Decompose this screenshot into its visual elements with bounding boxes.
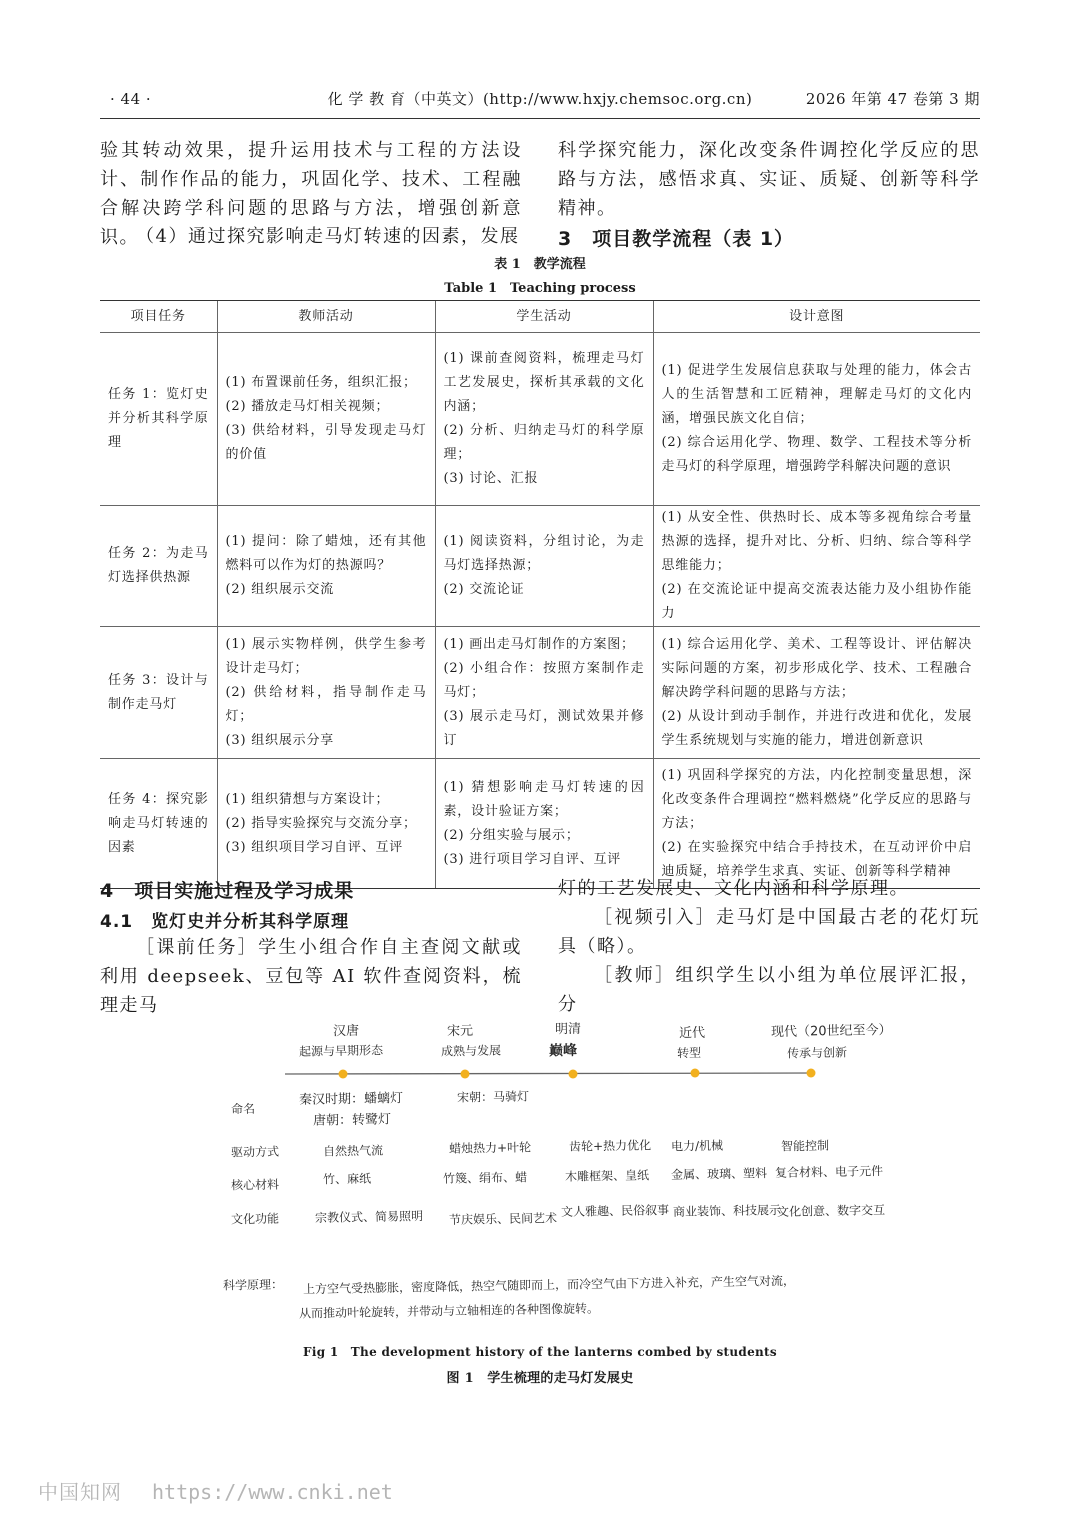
era-name: 明清 bbox=[554, 1021, 582, 1038]
table-row bbox=[100, 333, 980, 506]
drive-cell: 齿轮+热力优化 bbox=[568, 1138, 652, 1154]
teacher-cell: (1) 组织猜想与方案设计； (2) 指导实验探究与交流分享； (3) 组织项目学习自评、互评 bbox=[217, 759, 435, 889]
lantern-history-figure bbox=[215, 1010, 892, 1330]
table-caption-cn: 表 1 教学流程 bbox=[494, 257, 586, 272]
drive-cell: 智能控制 bbox=[780, 1138, 830, 1154]
issue-info: 2026 年第 47 卷第 3 期 bbox=[805, 90, 980, 108]
era-desc: 巅峰 bbox=[548, 1042, 578, 1060]
subsection-4-1-title: 4.1 览灯史并分析其科学原理 bbox=[100, 912, 350, 932]
header-student: 学生活动 bbox=[435, 301, 653, 333]
era-desc: 成熟与发展 bbox=[440, 1043, 502, 1059]
timeline-dot bbox=[339, 1070, 348, 1079]
task-cell: 任务 4：探究影响走马灯转速的因素 bbox=[100, 759, 217, 889]
teacher-cell: (1) 提问：除了蜡烛，还有其他燃料可以作为灯的热源吗？ (2) 组织展示交流 bbox=[217, 506, 435, 627]
material-cell: 木雕框架、皇纸 bbox=[564, 1168, 650, 1184]
page-number: · 44 · bbox=[110, 90, 152, 108]
header-rule bbox=[100, 118, 980, 119]
student-cell: (1) 课前查阅资料，梳理走马灯工艺发展史，探析其承载的文化内涵； (2) 分析、归纳走马灯的科学原理； (3) 讨论、汇报 bbox=[435, 333, 653, 506]
era-desc: 传承与创新 bbox=[786, 1045, 848, 1061]
figure-caption-en: Fig 1 The development history of the lanterns combed by students bbox=[303, 1345, 777, 1359]
table-header-row bbox=[100, 301, 980, 333]
era-name: 近代 bbox=[678, 1025, 706, 1042]
principle-line: 上方空气受热膨胀，密度降低，热空气随即而上，而冷空气由下方进入补充，产生空气对流， bbox=[302, 1273, 796, 1297]
student-cell: (1) 阅读资料，分组讨论，为走马灯选择热源； (2) 交流论证 bbox=[435, 506, 653, 627]
left-item4-paragraph: （4）通过探究影响走马灯转速的因素，发展 bbox=[136, 226, 520, 247]
table-caption-en: Table 1 Teaching process bbox=[444, 281, 636, 296]
era-name: 宋元 bbox=[446, 1023, 474, 1040]
cnki-watermark bbox=[38, 1476, 393, 1505]
table-row bbox=[100, 627, 980, 759]
header-teacher: 教师活动 bbox=[217, 301, 435, 333]
video-intro-paragraph: ［视频引入］走马灯是中国最古老的花灯玩具（略）。 bbox=[558, 907, 980, 957]
table-row bbox=[100, 506, 980, 627]
intent-cell: (1) 巩固科学探究的方法，内化控制变量思想，深化改变条件合理调控“燃料燃烧”化学反应的思路与方法； (2) 在实验探究中结合手持技术，在互动评价中启迪质疑，培养学生求真、实证、创新等科学精神 bbox=[653, 759, 980, 889]
teaching-process-table bbox=[100, 300, 980, 889]
culture-cell: 商业装饰、科技展示 bbox=[672, 1203, 782, 1219]
naming-cell: 秦汉时期：蟠螭灯 bbox=[298, 1091, 404, 1108]
culture-cell: 文化创意、数字交互 bbox=[776, 1203, 886, 1219]
principle-label: 科学原理： bbox=[222, 1277, 284, 1293]
student-cell: (1) 猜想影响走马灯转速的因素，设计验证方案； (2) 分组实验与展示； (3) 进行项目学习自评、互评 bbox=[435, 759, 653, 889]
section-3-title: 3 项目教学流程（表 1） bbox=[558, 228, 795, 250]
timeline-axis bbox=[285, 1073, 815, 1074]
material-cell: 竹、麻纸 bbox=[322, 1171, 372, 1187]
drive-cell: 电力/机械 bbox=[670, 1138, 724, 1154]
material-cell: 金属、玻璃、塑料 bbox=[670, 1166, 768, 1182]
right-top-paragraph: 科学探究能力，深化改变条件调控化学反应的思路与方法，感悟求真、实证、质疑、创新等科学精神。 bbox=[558, 140, 980, 219]
row-label-material: 核心材料 bbox=[230, 1177, 280, 1193]
figure-caption-cn: 图 1 学生梳理的走马灯发展史 bbox=[446, 1371, 634, 1386]
era-desc: 起源与早期形态 bbox=[298, 1043, 384, 1059]
culture-cell: 节庆娱乐、民间艺术 bbox=[448, 1211, 558, 1227]
timeline-dot bbox=[691, 1069, 700, 1078]
header-task: 项目任务 bbox=[100, 301, 217, 333]
journal-title: 化 学 教 育（中英文）(http://www.hxjy.chemsoc.org.cn) bbox=[327, 90, 753, 108]
intent-cell: (1) 综合运用化学、美术、工程等设计、评估解决实际问题的方案，初步形成化学、技术、工程融合解决跨学科问题的思路与方法； (2) 从设计到动手制作，并进行改进和优化，发展学生系统规划与实施的能力，增进创新意识 bbox=[653, 627, 980, 759]
culture-cell: 文人雅趣、民俗叙事 bbox=[560, 1203, 670, 1219]
task-cell: 任务 1：览灯史并分析其科学原理 bbox=[100, 333, 217, 506]
timeline-dot bbox=[807, 1069, 816, 1078]
running-header bbox=[100, 88, 980, 112]
era-name: 现代（20世纪至今） bbox=[770, 1022, 892, 1041]
teacher-paragraph: ［教师］组织学生以小组为单位展评汇报，分 bbox=[558, 965, 980, 1015]
teacher-cell: (1) 布置课前任务，组织汇报； (2) 播放走马灯相关视频； (3) 供给材料，引导发现走马灯的价值 bbox=[217, 333, 435, 506]
row-label-drive: 驱动方式 bbox=[230, 1144, 280, 1160]
row-label-culture: 文化功能 bbox=[230, 1211, 280, 1227]
timeline-dot bbox=[569, 1070, 578, 1079]
intent-cell: (1) 从安全性、供热时长、成本等多视角综合考量热源的选择，提升对比、分析、归纳、综合等科学思维能力； (2) 在交流论证中提高交流表达能力及小组协作能力 bbox=[653, 506, 980, 627]
era-desc: 转型 bbox=[676, 1045, 702, 1061]
principle-line: 从而推动叶轮旋转，并带动与立轴相连的各种图像旋转。 bbox=[298, 1301, 600, 1321]
timeline-dot bbox=[461, 1070, 470, 1079]
era-name: 汉唐 bbox=[332, 1023, 360, 1040]
culture-cell: 宗教仪式、简易照明 bbox=[314, 1209, 424, 1225]
right-continuation-line: 灯的工艺发展史、文化内涵和科学原理。 bbox=[558, 878, 909, 899]
drive-cell: 自然热气流 bbox=[322, 1143, 384, 1159]
left-top-paragraph: 验其转动效果，提升运用技术与工程的方法设计、制作作品的能力，巩固化学、技术、工程融合解决跨学科问题的思路与方法，增强创新意识。 bbox=[100, 140, 522, 248]
watermark-url[interactable]: https://www.cnki.net bbox=[152, 1480, 393, 1504]
header-intent: 设计意图 bbox=[653, 301, 980, 333]
section-4-title: 4 项目实施过程及学习成果 bbox=[100, 880, 355, 902]
row-label-naming: 命名 bbox=[230, 1101, 256, 1117]
naming-cell: 宋朝：马骑灯 bbox=[456, 1089, 530, 1105]
teacher-cell: (1) 展示实物样例，供学生参考设计走马灯； (2) 供给材料，指导制作走马灯； (3) 组织展示分享 bbox=[217, 627, 435, 759]
watermark-site: 中国知网 bbox=[38, 1480, 122, 1504]
material-cell: 复合材料、电子元件 bbox=[774, 1164, 884, 1180]
student-cell: (1) 画出走马灯制作的方案图； (2) 小组合作：按照方案制作走马灯； (3) 展示走马灯，测试效果并修订 bbox=[435, 627, 653, 759]
naming-cell: 唐朝：转鹭灯 bbox=[312, 1112, 392, 1129]
table-row bbox=[100, 759, 980, 889]
material-cell: 竹篾、绢布、蜡 bbox=[442, 1170, 528, 1186]
intent-cell: (1) 促进学生发展信息获取与处理的能力，体会古人的生活智慧和工匠精神，理解走马灯的文化内涵，增强民族文化自信； (2) 综合运用化学、物理、数学、工程技术等分析走马灯的科学原理，增强跨学科解决问题的意识 bbox=[653, 333, 980, 506]
task-cell: 任务 2：为走马灯选择供热源 bbox=[100, 506, 217, 627]
drive-cell: 蜡烛热力+叶轮 bbox=[448, 1140, 532, 1156]
task-cell: 任务 3：设计与制作走马灯 bbox=[100, 627, 217, 759]
pre-class-task-paragraph: ［课前任务］学生小组合作自主查阅文献或利用 deepseek、豆包等 AI 软件查阅资料，梳理走马 bbox=[100, 937, 522, 1016]
